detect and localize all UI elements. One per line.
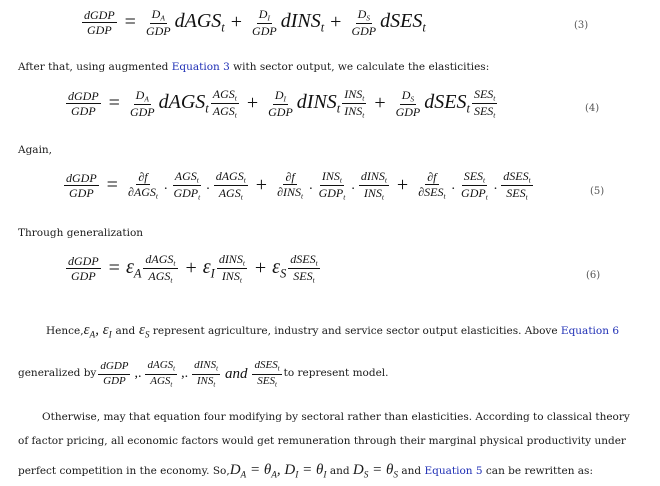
paragraph-otherwise-line3 — [18, 461, 593, 482]
paragraph-generalized — [18, 360, 389, 388]
theta-equality-s: $D_S = \theta_S$ — [352, 462, 399, 481]
theta-equalities: $D_A = \theta_A$, $D_I = \theta_I$ — [229, 462, 327, 481]
equation-4: $\frac{\text{dGDP}}{\text{GDP}}$ = $\frac{D_A}{\text{GDP}}$ dAGS$_t$ $\frac{AGS_t}{AGS_t}$ + $\frac{D_I}{\text{GDP}}$ dINS$_t$ $\frac{INS_t}{INS_t}$ + $\frac{D_S}{\text{GDP}}$ dSES$_t$ $\frac{SES_t}{SES_t}$ — [68, 87, 496, 120]
equation-5: $\frac{\text{dGDP}}{\text{GDP}}$ = $\frac{\partial f}{\partial AGS_t}$ . $\frac{AGS_t}{GDP_t}$ . $\frac{dAGS_t}{AGS_t}$ + $\frac{\partial f}{\partial INS_t}$ . $\frac{INS_t}{GDP_t}$ . $\frac{dINS_t}{INS_t}$ + $\frac{\partial f}{\partial SES_t}$ . $\frac{SES_t}{GDP_t}$ . $\frac{dSES_t}{SES_t}$ — [66, 169, 531, 202]
text-segment: can be rewritten as: — [482, 465, 593, 477]
equation-3-link[interactable]: Equation 3 — [171, 61, 230, 73]
text-segment: to represent model. — [283, 367, 389, 380]
and-word: and — [224, 365, 248, 382]
text-segment: and — [329, 465, 350, 477]
paragraph-through: Through generalization — [18, 227, 144, 239]
equation-5-link[interactable]: Equation 5 — [424, 465, 483, 477]
equation-number: (4) — [585, 103, 600, 114]
paragraph-hence — [46, 321, 619, 342]
equation-number: (6) — [586, 270, 601, 281]
equation-number: (3) — [574, 20, 589, 31]
text-segment: After that, using augmented — [18, 61, 172, 73]
equation-6-link[interactable]: Equation 6 — [560, 325, 619, 337]
text-segment: generalized by — [18, 367, 97, 380]
text-segment: represent agriculture, industry and service sector output elasticities. Above — [152, 325, 561, 337]
equation-6: $\frac{\text{dGDP}}{\text{GDP}}$ = $\varepsilon_A$ $\frac{dAGS_t}{AGS_t}$ + $\varepsilon_I$ $\frac{dINS_t}{INS_t}$ + $\varepsilon_S$ $\frac{dSES_t}{SES_t}$ — [68, 252, 318, 285]
text-segment: and — [401, 465, 422, 477]
text-segment: Hence, — [46, 325, 84, 337]
text-segment: with sector output, we calculate the elasticities: — [229, 61, 490, 73]
text-segment: perfect competition in the economy. So, — [18, 465, 230, 477]
epsilon-symbols: $\varepsilon_A$, $\varepsilon_I$ and $\varepsilon_S$ — [83, 322, 150, 341]
paragraph-after — [18, 61, 489, 74]
paragraph-otherwise-line2: of factor pricing, all economic factors would get remuneration through their marginal physical productivity under — [18, 435, 626, 447]
paragraph-again: Again, — [18, 144, 53, 156]
equation-number: (5) — [590, 186, 605, 197]
equation-3: $\frac{\text{dGDP}}{\text{GDP}}$ = $\frac{D_A}{\text{GDP}}$ dAGS$_t$ + $\frac{D_I}{\text{GDP}}$ dINS$_t$ + $\frac{D_S}{\text{GDP}}$ dSES$_t$ — [84, 7, 426, 39]
generalized-fractions: $\frac{\text{dGDP}}{\text{GDP}}$ ,. $\frac{dAGS_t}{AGS_t}$ ,. $\frac{dINS_t}{INS_t}$ and $\frac{dSES_t}{SES_t}$ — [100, 359, 280, 388]
paragraph-otherwise-line1: Otherwise, may that equation four modifying by sectoral rather than elasticities. According to classical theory — [42, 411, 630, 423]
